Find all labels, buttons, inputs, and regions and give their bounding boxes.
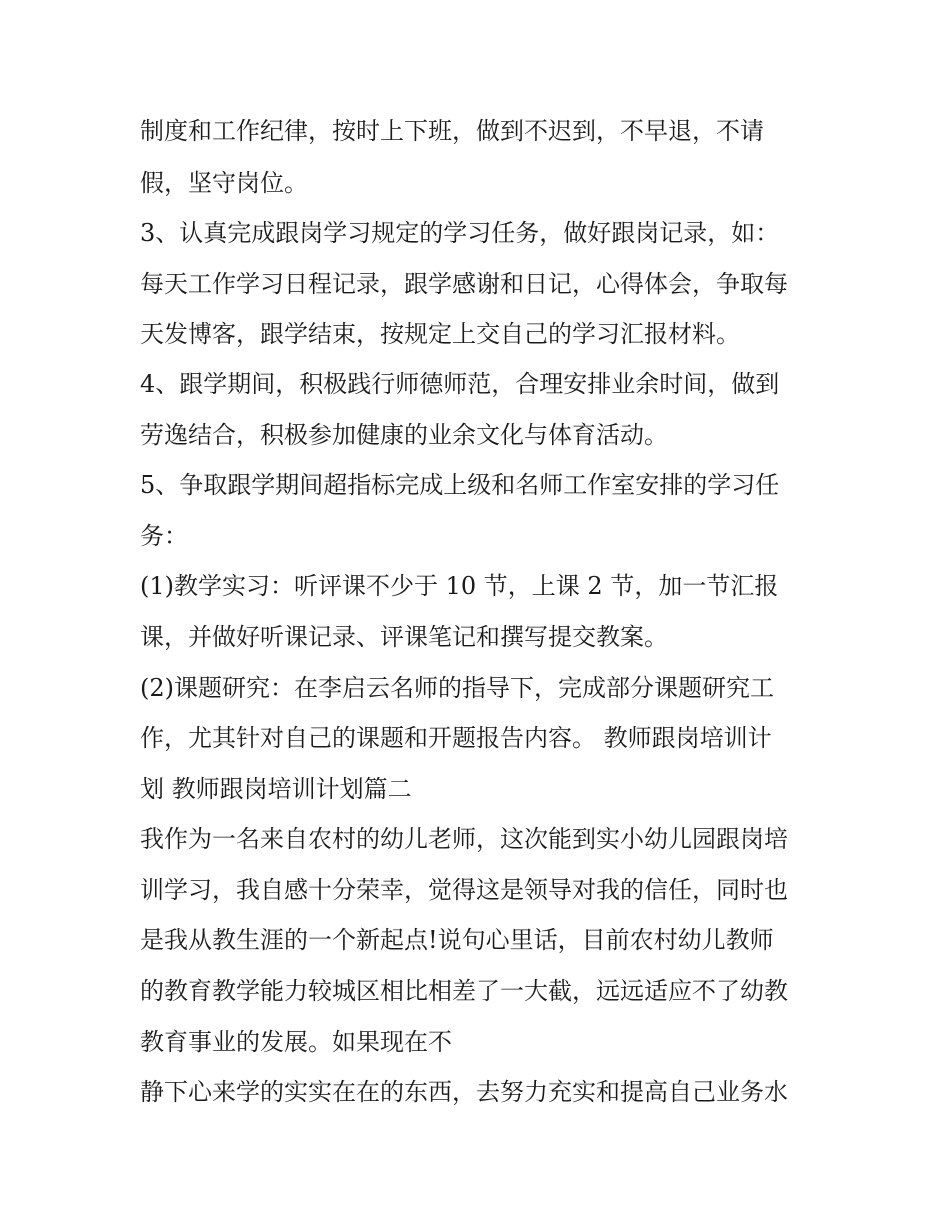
text-line: 3、认真完成跟岗学习规定的学习任务，做好跟岗记录，如： [140, 219, 780, 247]
text-line: 天发博客，跟学结束，按规定上交自己的学习汇报材料。 [140, 320, 740, 348]
text-line: 劳逸结合，积极参加健康的业余文化与体育活动。 [140, 421, 668, 449]
text-line: (1)教学实习：听评课不少于 10 节，上课 2 节，加一节汇报 [140, 572, 779, 600]
text-line: 训学习，我自感十分荣幸，觉得这是领导对我的信任，同时也 [140, 876, 788, 904]
text-line: 课，并做好听课记录、评课笔记和撰写提交教案。 [140, 623, 668, 651]
text-line: 划 教师跟岗培训计划篇二 [140, 775, 412, 803]
text-line: 静下心来学的实实在在的东西，去努力充实和提高自己业务水 [140, 1078, 788, 1106]
text-line: 每天工作学习日程记录，跟学感谢和日记，心得体会，争取每 [140, 270, 788, 298]
text-line: 教育事业的发展。如果现在不 [140, 1028, 452, 1056]
text-line: 制度和工作纪律，按时上下班，做到不迟到，不早退，不请 [140, 117, 764, 145]
text-line: 是我从教生涯的一个新起点!说句心里话，目前农村幼儿教师 [140, 926, 774, 954]
text-line: 假，坚守岗位。 [140, 169, 308, 197]
text-line: 务： [140, 522, 188, 550]
text-line: 作，尤其针对自己的课题和开题报告内容。 教师跟岗培训计 [140, 724, 772, 752]
text-line: (2)课题研究：在李启云名师的指导下，完成部分课题研究工 [140, 674, 774, 702]
text-line: 4、跟学期间，积极践行师德师范，合理安排业余时间，做到 [140, 370, 780, 398]
text-line: 5、争取跟学期间超指标完成上级和名师工作室安排的学习任 [140, 471, 780, 499]
text-line: 的教育教学能力较城区相比相差了一大截，远远适应不了幼教 [140, 977, 788, 1005]
text-line: 我作为一名来自农村的幼儿老师，这次能到实小幼儿园跟岗培 [140, 825, 788, 853]
